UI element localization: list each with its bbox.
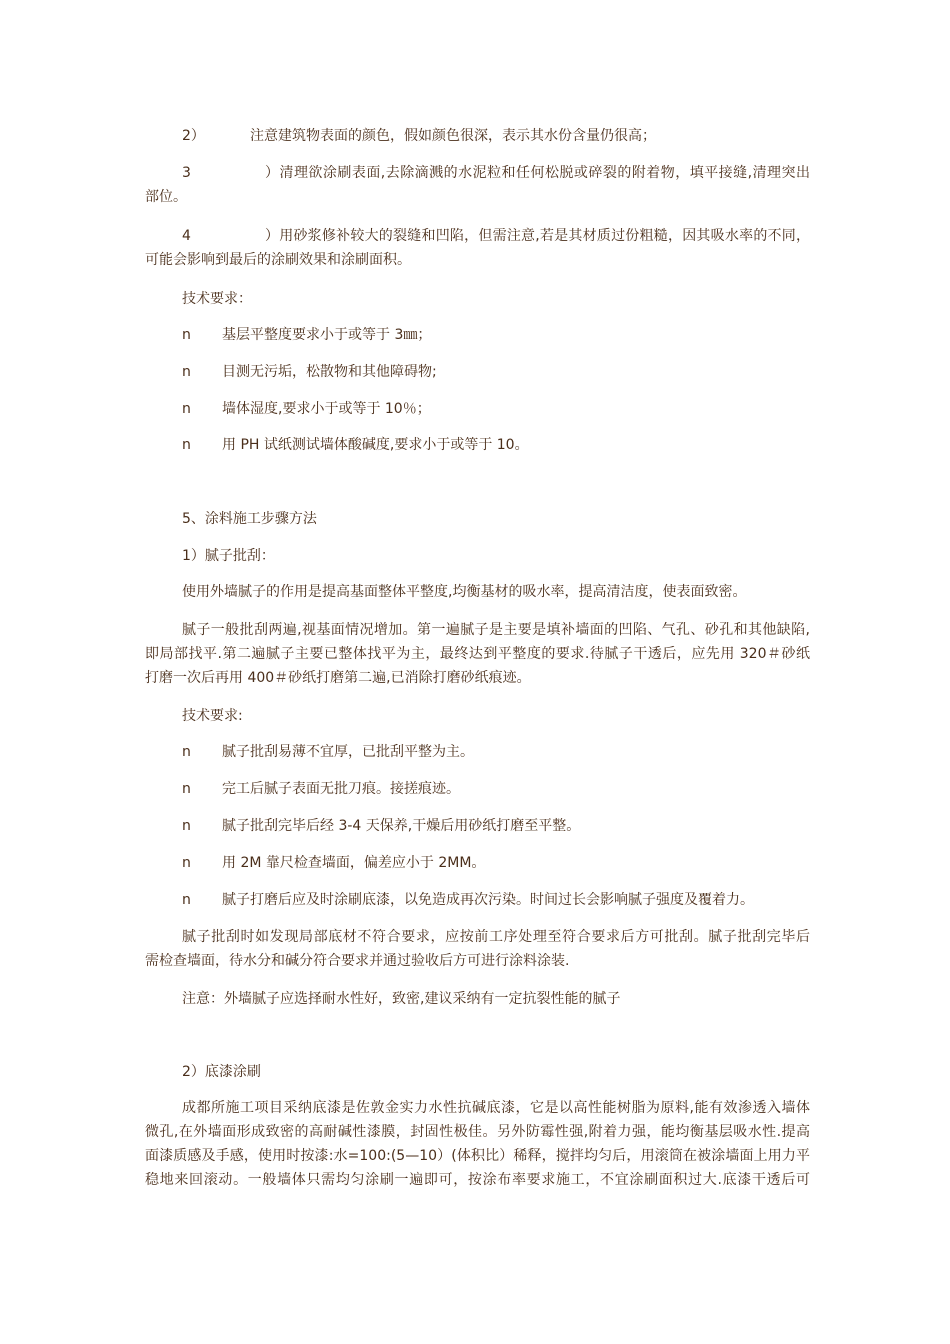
paragraph-primer-line-4: 稳地来回滚动。一般墙体只需均匀涂刷一遍即可，按涂布率要求施工，不宜涂刷面积过大.底漆干透后可	[145, 1172, 810, 1188]
item-text: 用砂浆修补较大的裂缝和凹陷，但需注意,若是其材质过份粗糙，因其吸水率的不同，	[279, 228, 810, 244]
item-3	[182, 162, 810, 184]
tech2-bullet-2: n 完工后腻子表面无批刀痕。接搓痕迹。	[182, 778, 810, 800]
bullet-marker: n	[182, 401, 191, 417]
item-text: 清理欲涂刷表面,去除滴溅的水泥粒和任何松脱或碎裂的附着物，填平接缝,清理突出	[279, 165, 810, 181]
item-text: 注意建筑物表面的颜色，假如颜色很深，表示其水份含量仍很高；	[250, 128, 656, 144]
paragraph-putty-purpose: 使用外墙腻子的作用是提高基面整体平整度,均衡基材的吸水率，提高清洁度，使表面致密。	[182, 584, 747, 600]
item-3-continuation: 部位。	[145, 189, 187, 205]
bullet-marker: n	[182, 327, 191, 343]
tech2-bullet-3: n 腻子批刮完毕后经 3-4 天保养,干燥后用砂纸打磨至平整。	[182, 815, 810, 837]
paragraph-putty-check-line-2: 需检查墙面，待水分和碱分符合要求并通过验收后方可进行涂料涂装.	[145, 953, 570, 969]
tech-heading-1: 技术要求：	[182, 291, 252, 307]
item-4-continuation: 可能会影响到最后的涂刷效果和涂刷面积。	[145, 252, 411, 268]
item-number: 3）	[182, 165, 279, 181]
paragraph-putty-line-1: 腻子一般批刮两遍,视基面情况增加。第一遍腻子是主要是填补墙面的凹陷、气孔、砂孔和其他缺陷,	[182, 622, 810, 638]
bullet-marker: n	[182, 364, 191, 380]
tech2-bullet-1: n 腻子批刮易薄不宜厚，已批刮平整为主。	[182, 741, 810, 763]
item-number: 4）	[182, 228, 279, 244]
item-4	[182, 225, 810, 247]
bullet-marker: n	[182, 744, 191, 760]
tech-heading-2: 技术要求:	[182, 708, 243, 724]
tech2-bullet-4: n 用 2M 靠尺检查墙面，偏差应小于 2MM。	[182, 852, 810, 874]
paragraph-putty-check-line-1: 腻子批刮时如发现局部底材不符合要求，应按前工序处理至符合要求后方可批刮。腻子批刮完毕后	[182, 929, 810, 945]
tech1-bullet-3: n 墙体湿度,要求小于或等于 10％；	[182, 398, 810, 420]
section-5-heading: 5、涂料施工步骤方法	[182, 511, 317, 527]
item-number: 2）	[182, 128, 205, 144]
tech1-bullet-2: n 目测无污垢，松散物和其他障碍物;	[182, 361, 810, 383]
tech1-bullet-4: n 用 PH 试纸测试墙体酸碱度,要求小于或等于 10。	[182, 434, 810, 456]
subsection-1-heading: 1）腻子批刮：	[182, 548, 275, 564]
tech2-bullet-5: n 腻子打磨后应及时涂刷底漆，以免造成再次污染。时间过长会影响腻子强度及覆着力。	[182, 889, 810, 911]
bullet-marker: n	[182, 892, 191, 908]
paragraph-putty-line-2: 即局部找平.第二遍腻子主要已整体找平为主，最终达到平整度的要求.待腻子干透后，应先用 320＃砂纸	[145, 646, 810, 662]
paragraph-primer-line-3: 面漆质感及手感，使用时按漆:水=100:(5—10）(体积比）稀释，搅拌均匀后，用滚筒在被涂墙面上用力平	[145, 1148, 810, 1164]
bullet-marker: n	[182, 855, 191, 871]
note: 注意：外墙腻子应选择耐水性好，致密,建议采纳有一定抗裂性能的腻子	[182, 991, 621, 1007]
subsection-2-heading: 2）底漆涂刷	[182, 1064, 261, 1080]
item-2	[182, 125, 810, 147]
paragraph-putty-line-3: 打磨一次后再用 400＃砂纸打磨第二遍,已消除打磨砂纸痕迹。	[145, 670, 531, 686]
bullet-marker: n	[182, 781, 191, 797]
paragraph-primer-line-2: 微孔,在外墙面形成致密的高耐碱性漆膜，封固性极佳。另外防霉性强,附着力强，能均衡基层吸水性.提高	[145, 1124, 810, 1140]
bullet-marker: n	[182, 818, 191, 834]
tech1-bullet-1: n 基层平整度要求小于或等于 3㎜；	[182, 324, 810, 346]
bullet-marker: n	[182, 437, 191, 453]
paragraph-primer-line-1: 成都所施工项目采纳底漆是佐敦金实力水性抗碱底漆，它是以高性能树脂为原料,能有效渗透入墙体	[182, 1100, 810, 1116]
